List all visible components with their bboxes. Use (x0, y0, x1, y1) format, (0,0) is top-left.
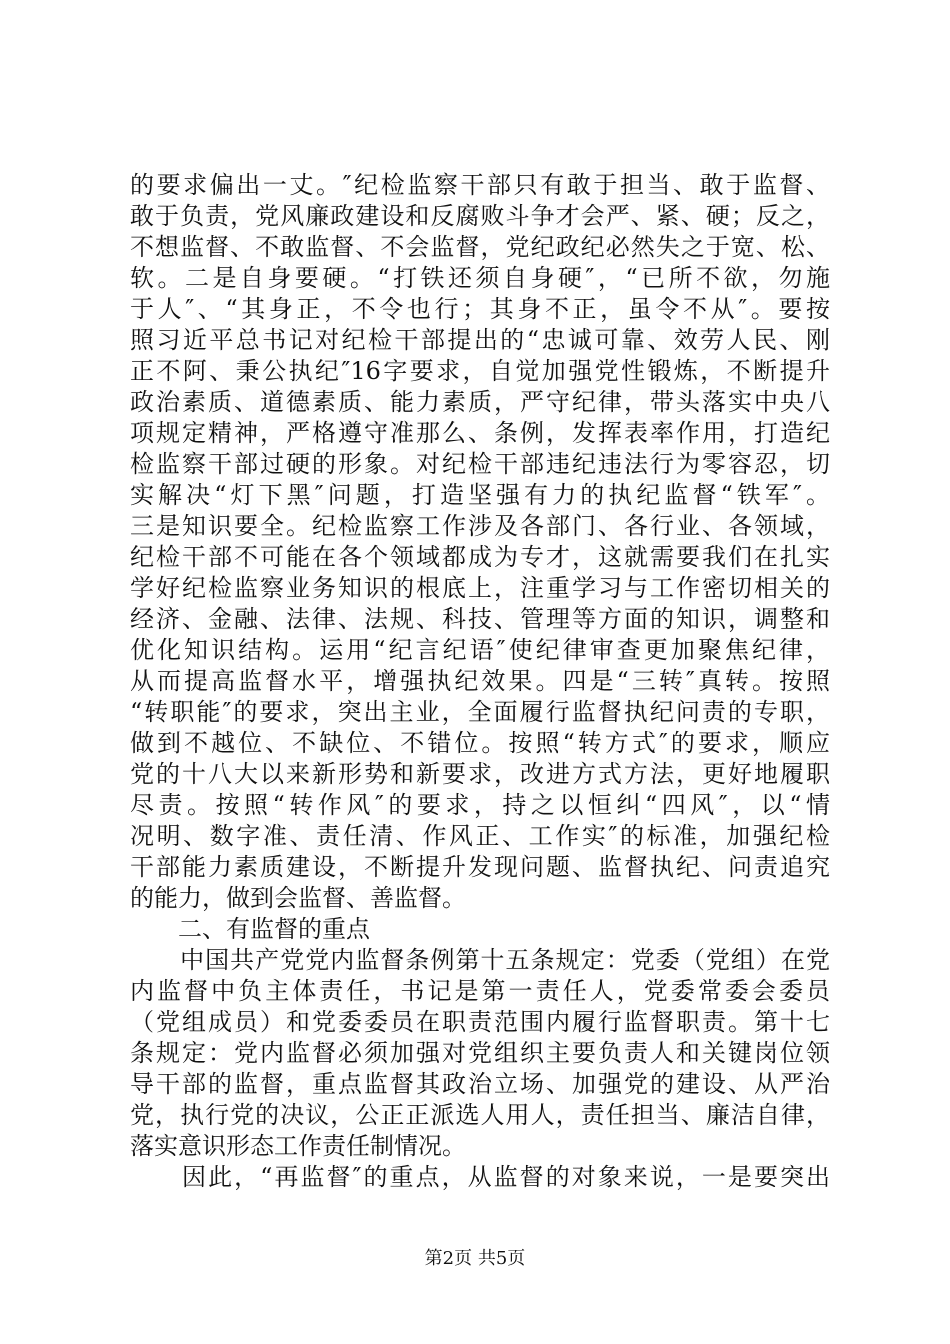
text-line: 政治素质、道德素质、能力素质，严守纪律，带头落实中央八 (130, 388, 830, 416)
text-line: 实解决“灯下黑″问题，打造坚强有力的执纪监督“铁军″。 (130, 481, 830, 509)
text-line: 做到不越位、不缺位、不错位。按照“转方式″的要求，顺应 (130, 729, 830, 757)
text-line: 的要求偏出一丈。″纪检监察干部只有敢于担当、敢于监督、 (130, 171, 830, 199)
text-line: 经济、金融、法律、法规、科技、管理等方面的知识，调整和 (130, 605, 830, 633)
text-line: 落实意识形态工作责任制情况。 (130, 1132, 466, 1160)
text-line: 照习近平总书记对纪检干部提出的“忠诚可靠、效劳人民、刚 (130, 326, 830, 354)
text-line: 三是知识要全。纪检监察工作涉及各部门、各行业、各领域， (130, 512, 830, 540)
text-line: 敢于负责，党风廉政建设和反腐败斗争才会严、紧、硬；反之， (130, 202, 830, 230)
text-line: 内监督中负主体责任，书记是第一责任人，党委常委会委员 (130, 977, 830, 1005)
text-line: 况明、数字准、责任清、作风正、工作实″的标准，加强纪检 (130, 822, 830, 850)
page-footer: 第2页 共5页 (424, 1248, 526, 1269)
text-line: 软。二是自身要硬。“打铁还须自身硬″，“已所不欲，勿施 (130, 264, 830, 292)
text-line: 的能力，做到会监督、善监督。 (130, 884, 466, 912)
text-line: 检监察干部过硬的形象。对纪检干部违纪违法行为零容忍，切 (130, 450, 830, 478)
text-line: 从而提高监督水平，增强执纪效果。四是“三转″真转。按照 (130, 667, 830, 695)
text-line: 于人″、“其身正，不令也行；其身不正，虽令不从″。要按 (130, 295, 830, 323)
text-line: 尽责。按照“转作风″的要求，持之以恒纠“四风″，以“情 (130, 791, 830, 819)
text-line: 党的十八大以来新形势和新要求，改进方式方法，更好地履职 (130, 760, 830, 788)
text-line: 学好纪检监察业务知识的根底上，注重学习与工作密切相关的 (130, 574, 830, 602)
text-line: 不想监督、不敢监督、不会监督，党纪政纪必然失之于宽、松、 (130, 233, 830, 261)
text-line: 中国共产党党内监督条例第十五条规定：党委（党组）在党 (130, 946, 830, 974)
text-line: 正不阿、秉公执纪″16字要求，自觉加强党性锻炼，不断提升 (130, 357, 830, 385)
text-line: 项规定精神，严格遵守准那么、条例，发挥表率作用，打造纪 (130, 419, 830, 447)
text-line: 条规定：党内监督必须加强对党组织主要负责人和关键岗位领 (130, 1039, 830, 1067)
text-line: 二、有监督的重点 (130, 915, 370, 943)
text-line: 因此，“再监督″的重点，从监督的对象来说，一是要突出 (130, 1163, 830, 1191)
text-line: 干部能力素质建设，不断提升发现问题、监督执纪、问责追究 (130, 853, 830, 881)
text-line: 导干部的监督，重点监督其政治立场、加强党的建设、从严治 (130, 1070, 830, 1098)
text-line: 优化知识结构。运用“纪言纪语″使纪律审查更加聚焦纪律， (130, 636, 830, 664)
text-line: 党，执行党的决议，公正正派选人用人，责任担当、廉洁自律， (130, 1101, 830, 1129)
text-line: （党组成员）和党委委员在职责范围内履行监督职责。第十七 (130, 1008, 830, 1036)
text-line: 纪检干部不可能在各个领域都成为专才，这就需要我们在扎实 (130, 543, 830, 571)
text-line: “转职能″的要求，突出主业，全面履行监督执纪问责的专职， (130, 698, 830, 726)
